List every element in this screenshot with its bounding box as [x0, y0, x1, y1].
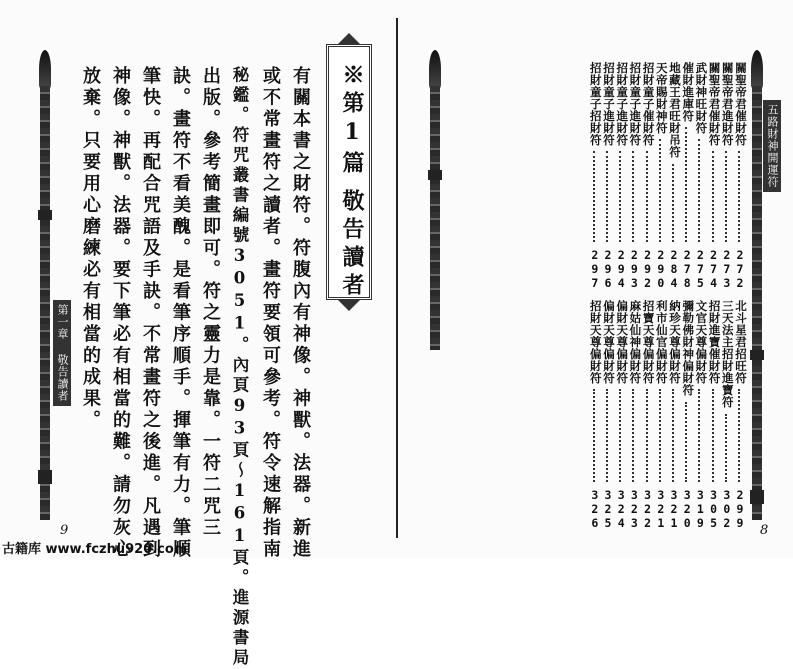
toc-leader-dots — [738, 151, 742, 242]
toc-leader-dots — [632, 151, 636, 242]
toc-leader-dots — [685, 127, 689, 242]
body-column: 訣。畫符不看美醜。是看筆序順手。揮筆有力。筆順 — [170, 66, 191, 561]
right-page — [398, 0, 793, 558]
toc-entry-title: 招財童子進財符 — [628, 62, 643, 146]
brush-icon — [38, 50, 52, 520]
toc-leader-dots — [632, 389, 636, 482]
toc-entry-page: 297 — [587, 248, 602, 290]
toc-leader-dots — [685, 402, 689, 482]
toc-leader-dots — [712, 151, 716, 242]
body-column: 秘鑑。符咒叢書編號3051。內頁93頁～161頁。進源書局 — [230, 66, 249, 669]
toc-leader-dots — [619, 389, 623, 482]
toc-entry-page: 323 — [627, 488, 642, 530]
toc-entry-title: 招財天尊偏財符 — [588, 300, 603, 384]
toc-entry-page: 326 — [587, 488, 602, 530]
toc-leader-dots — [698, 139, 702, 242]
body-column: 神像。神獸。法器。要下筆必有相當的難。請勿灰心 — [110, 66, 131, 561]
toc-entry-title: 催財進庫符 — [681, 62, 696, 122]
chapter-subtitle: 敬告讀者 — [339, 189, 365, 301]
toc-leader-dots — [606, 151, 610, 242]
toc-entry-title: 偏財天尊偏財符 — [602, 300, 616, 384]
brush-icon — [428, 50, 442, 350]
toc-entry-page: 293 — [627, 248, 642, 290]
toc-leader-dots — [593, 151, 597, 242]
toc-entry-page: 272 — [733, 248, 747, 290]
toc-entry-title: 偏財天尊偏財符 — [615, 300, 630, 384]
toc-entry-page: 319 — [693, 488, 708, 530]
watermark: 古籍库 www.fczhu920.com — [2, 542, 188, 557]
toc-leader-dots — [659, 389, 663, 482]
toc-entry-page: 325 — [601, 488, 615, 530]
toc-leader-dots — [646, 151, 650, 242]
toc-leader-dots — [672, 389, 676, 482]
body-column: 筆快。再配合咒語及手訣。不常畫符之後進。凡遇到 — [140, 66, 161, 561]
toc-entry-title: 北斗星君招旺符 — [734, 300, 748, 384]
toc-entry-title: 關聖帝君催財符 — [734, 62, 748, 146]
toc-entry-title: 招財童子進財符 — [602, 62, 616, 146]
toc-entry-title: 招寶天尊偏財符 — [641, 300, 656, 384]
toc-leader-dots — [606, 389, 610, 482]
toc-entry-page: 302 — [719, 488, 734, 530]
toc-entry-title: 招財進寶催財符 — [707, 300, 722, 384]
toc-leader-dots — [646, 389, 650, 482]
toc-entry-title: 三天法主招財進寶符 — [720, 300, 735, 408]
toc-entry-title: 文官天尊偏財符 — [694, 300, 709, 384]
toc-leader-dots — [593, 389, 597, 482]
toc-entry-page: 299 — [733, 488, 747, 530]
toc-entry-page: 294 — [614, 248, 629, 290]
page-number: 8 — [760, 523, 769, 538]
toc-leader-dots — [659, 139, 663, 242]
toc-entry-page: 305 — [706, 488, 721, 530]
toc-leader-dots — [712, 389, 716, 482]
toc-entry-title: 利市仙官偏財符 — [654, 300, 669, 384]
toc-entry-page: 278 — [680, 248, 695, 290]
toc-entry-title: 關聖帝君催財符 — [707, 62, 722, 146]
chapter-header — [326, 44, 372, 300]
body-column: 有關本書之財符。符腹內有神像。神獸。法器。新進 — [290, 66, 311, 561]
toc-entry-page: 321 — [667, 488, 681, 530]
toc-entry-page: 290 — [653, 248, 668, 290]
toc-entry-title: 納珍天尊偏財符 — [668, 300, 682, 384]
toc-leader-dots — [672, 164, 676, 242]
toc-entry-title: 招財童子招財符 — [588, 62, 603, 146]
toc-entry-title: 天帝賜財神符 — [654, 62, 669, 134]
toc-entry-page: 274 — [706, 248, 721, 290]
toc-entry-title: 麻姑仙神偏財符 — [628, 300, 643, 384]
toc-entry-title: 地藏王君旺財吊符 — [668, 62, 682, 158]
toc-leader-dots — [738, 389, 742, 482]
toc-entry-page: 322 — [640, 488, 655, 530]
body-column: 放棄。只要用心磨練必有相當的成果。 — [80, 66, 101, 432]
toc-entry-page: 324 — [614, 488, 629, 530]
toc-entry-page: 275 — [693, 248, 708, 290]
body-column: 出版。參考簡畫即可。符之靈力是靠。一符二咒三 — [200, 66, 221, 539]
toc-entry-page: 320 — [680, 488, 695, 530]
toc-leader-dots — [725, 151, 729, 242]
chapter-title: 第1篇 — [339, 91, 365, 179]
toc-entry-title: 武財神旺財符 — [694, 62, 709, 134]
page-number: 9 — [60, 523, 69, 538]
toc-entry-title: 招財童子進財符 — [615, 62, 630, 146]
toc-leader-dots — [619, 151, 623, 242]
body-column: 或不常畫符之讀者。畫符要領可參考。符令速解指南 — [260, 66, 281, 561]
brush-icon — [750, 50, 764, 520]
toc-entry-page: 296 — [601, 248, 615, 290]
ornament-icon: ※ — [339, 63, 365, 91]
running-header: 五路財神開運符 — [763, 100, 781, 192]
toc-entry-page: 273 — [719, 248, 734, 290]
toc-leader-dots — [725, 414, 729, 482]
toc-entry-title: 招財童子催財符 — [641, 62, 656, 146]
toc-entry-page: 284 — [667, 248, 681, 290]
running-header: 第一章 敬告讀者 — [53, 300, 71, 406]
toc-entry-page: 321 — [653, 488, 668, 530]
toc-entry-title: 彌勒佛財神偏財符 — [681, 300, 696, 396]
toc-entry-page: 292 — [640, 248, 655, 290]
toc-leader-dots — [698, 389, 702, 482]
toc-entry-title: 關聖帝君進財符 — [720, 62, 735, 146]
